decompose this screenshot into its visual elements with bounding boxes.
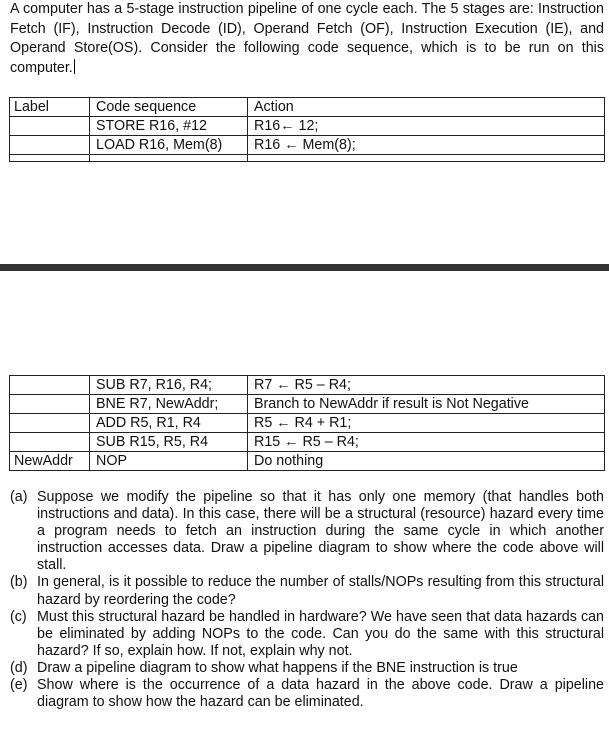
page-divider	[0, 264, 609, 271]
row-action: R16 ← Mem(8);	[248, 136, 605, 155]
question-item	[10, 489, 604, 574]
table-row	[10, 155, 605, 162]
row-label	[10, 155, 90, 162]
row-label	[10, 414, 90, 433]
question-label: (a)	[10, 489, 28, 505]
row-label: NewAddr	[10, 452, 90, 471]
header-action: Action	[248, 98, 605, 117]
question-list	[10, 489, 604, 711]
row-action: Branch to NewAddr if result is Not Negative	[248, 395, 605, 414]
row-code: BNE R7, NewAddr;	[90, 395, 248, 414]
header-label: Label	[10, 98, 90, 117]
intro-paragraph	[10, 0, 604, 78]
row-code: SUB R7, R16, R4;	[90, 376, 248, 395]
question-item	[10, 574, 604, 608]
row-action	[248, 155, 605, 162]
row-code	[90, 155, 248, 162]
question-item	[10, 677, 604, 711]
row-code: STORE R16, #12	[90, 117, 248, 136]
row-action: R5 ← R4 + R1;	[248, 414, 605, 433]
question-text: Suppose we modify the pipeline so that it has only one memory (that handles both instructions and data). In this case, there will be a structural (resource) hazard every time a program needs to fetch an instruction during the same cycle in which another instruction accesses data. Draw a pipeline diagram to show where the code above will stall.	[37, 489, 604, 574]
question-text: Draw a pipeline diagram to show what happens if the BNE instruction is true	[37, 659, 518, 676]
row-label	[10, 376, 90, 395]
code-table-bottom	[9, 375, 605, 471]
table-row	[10, 376, 605, 395]
table-header-row	[10, 98, 605, 117]
question-label: (e)	[10, 677, 28, 694]
table-row	[10, 414, 605, 433]
question-label: (b)	[10, 574, 28, 591]
table-row	[10, 452, 605, 471]
row-action: R16← 12;	[248, 117, 605, 136]
question-text: Must this structural hazard be handled in hardware? We have seen that data hazards can be eliminated by adding NOPs to the code. Can you do the same with this structural hazard? If so, explain how. If not, explain why not.	[37, 608, 604, 659]
row-code: NOP	[90, 452, 248, 471]
table-row	[10, 433, 605, 452]
question-item	[10, 609, 604, 660]
row-label	[10, 433, 90, 452]
row-label	[10, 395, 90, 414]
header-code-sequence: Code sequence	[90, 98, 248, 117]
row-action: R15 ← R5 – R4;	[248, 433, 605, 452]
row-action: Do nothing	[248, 452, 605, 471]
question-text: Show where is the occurrence of a data hazard in the above code. Draw a pipeline diagram to show how the hazard can be eliminated.	[37, 677, 604, 711]
table-row	[10, 136, 605, 155]
question-label: (d)	[10, 659, 28, 676]
question-text: In general, is it possible to reduce the number of stalls/NOPs resulting from this structural hazard by reordering the code?	[37, 574, 604, 608]
question-label: (c)	[10, 608, 27, 625]
code-table-top	[9, 97, 605, 162]
row-code: ADD R5, R1, R4	[90, 414, 248, 433]
intro-text: A computer has a 5-stage instruction pipeline of one cycle each. The 5 stages are: Instruction Fetch (IF), Instruction Decode (ID), Operand Fetch (OF), Instruction Execution (IE), and Operand Store(OS). Consider the following code sequence, which is to be run on this computer.	[10, 1, 604, 76]
table-row	[10, 395, 605, 414]
question-item	[10, 660, 604, 677]
row-code: LOAD R16, Mem(8)	[90, 136, 248, 155]
row-code: SUB R15, R5, R4	[90, 433, 248, 452]
row-label	[10, 117, 90, 136]
table-row	[10, 117, 605, 136]
row-label	[10, 136, 90, 155]
text-cursor	[74, 59, 75, 74]
row-action: R7 ← R5 – R4;	[248, 376, 605, 395]
